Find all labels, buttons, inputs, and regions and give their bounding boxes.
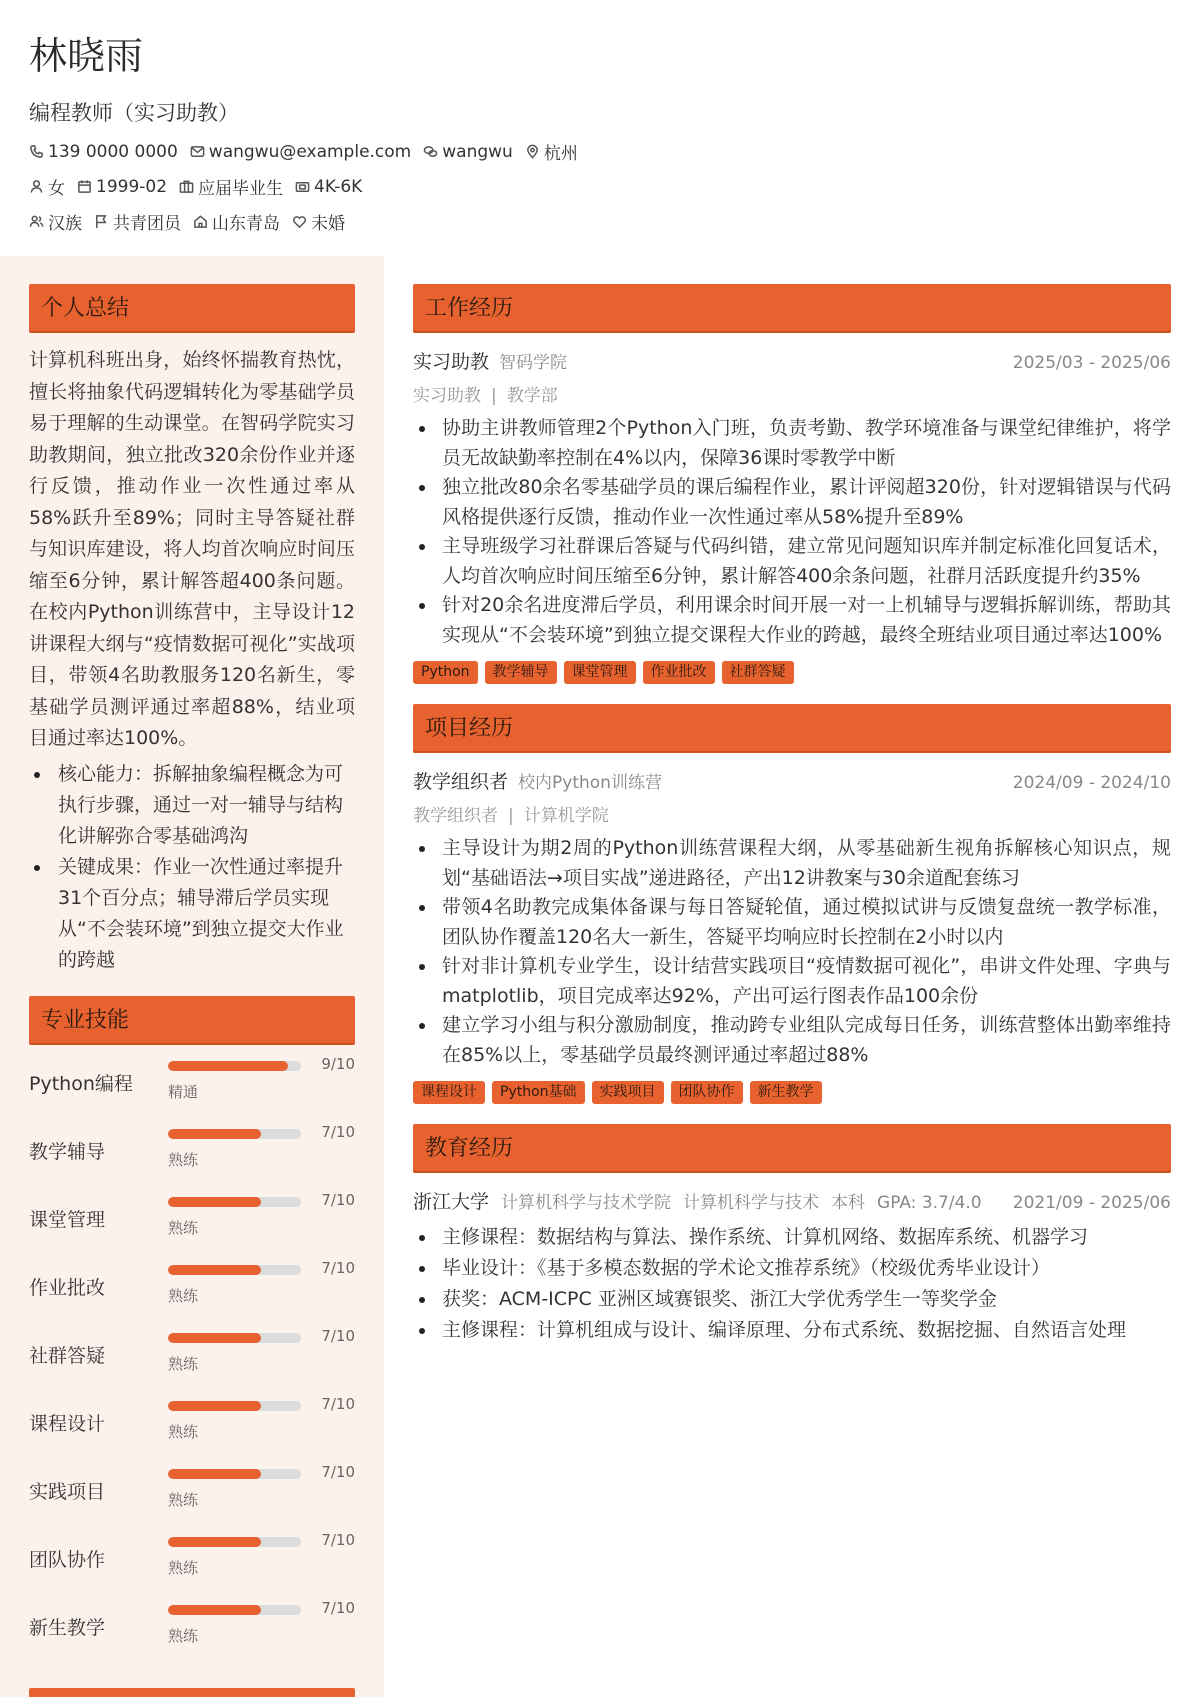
skill-level: 熟练 bbox=[168, 1218, 199, 1237]
project-org: 校内Python训练营 bbox=[518, 773, 662, 793]
skill-level: 熟练 bbox=[168, 1558, 199, 1577]
project-date: 2024/09 - 2024/10 bbox=[1012, 773, 1171, 793]
tag: 新生教学 bbox=[750, 1081, 822, 1104]
tag: 社群答疑 bbox=[722, 661, 794, 684]
skill-bar bbox=[168, 1469, 301, 1479]
skill-name: Python编程 bbox=[29, 1072, 133, 1095]
education-bullet: 主修课程：数据结构与算法、操作系统、计算机网络、数据库系统、机器学习 bbox=[413, 1222, 1171, 1253]
tag: 实践项目 bbox=[592, 1081, 664, 1104]
tag: Python基础 bbox=[492, 1081, 585, 1104]
education-date: 2021/09 - 2025/06 bbox=[1012, 1193, 1171, 1213]
work-entry-head bbox=[413, 347, 1171, 374]
calendar-icon bbox=[77, 179, 92, 194]
work-role: 实习助教 bbox=[413, 351, 490, 373]
skill-level: 熟练 bbox=[168, 1286, 199, 1305]
skill-bar-fill bbox=[168, 1197, 261, 1207]
skills-title: 专业技能 bbox=[29, 996, 355, 1045]
education-bullet: 毕业设计：《基于多模态数据的学术论文推荐系统》（校级优秀毕业设计） bbox=[413, 1253, 1171, 1284]
location-icon bbox=[525, 144, 540, 159]
hometown-text: 山东青岛 bbox=[212, 214, 280, 234]
main-content bbox=[413, 284, 1171, 1346]
gender-text: 女 bbox=[48, 179, 65, 199]
education-bullets bbox=[413, 1222, 1171, 1346]
work-title: 工作经历 bbox=[413, 284, 1171, 333]
separator: | bbox=[491, 386, 497, 406]
project-bullet: 主导设计为期2周的Python训练营课程大纲，从零基础新生视角拆解核心知识点，规划“基础语法→项目实战”递进路径，产出12讲教案与30余道配套练习 bbox=[413, 834, 1171, 893]
summary-points bbox=[29, 759, 355, 976]
work-sub-role: 实习助教 bbox=[413, 386, 481, 406]
work-bullet: 独立批改80余名零基础学员的课后编程作业，累计评阅超320份，针对逻辑错误与代码风格提供逐行反馈，推动作业一次性通过率从58%提升至89% bbox=[413, 473, 1171, 532]
tag: 课堂管理 bbox=[564, 661, 636, 684]
skill-row bbox=[29, 1045, 355, 1113]
flag-icon bbox=[94, 214, 109, 229]
phone-item[interactable] bbox=[29, 142, 178, 162]
separator: | bbox=[508, 806, 514, 826]
project-bullet: 针对非计算机专业学生，设计结营实践项目“疫情数据可视化”，串讲文件处理、字典与matplotlib，项目完成率达92%，产出可运行图表作品100余份 bbox=[413, 952, 1171, 1011]
project-bullets bbox=[413, 834, 1171, 1070]
work-bullet: 主导班级学习社群课后答疑与代码纠错，建立常见问题知识库并制定标准化回复话术，人均首次响应时间压缩至6分钟，累计解答400余条问题，社群月活跃度提升约35% bbox=[413, 532, 1171, 591]
salary-text: 4K-6K bbox=[314, 176, 363, 197]
email-item[interactable] bbox=[190, 142, 411, 162]
project-bullet: 带领4名助教完成集体备课与每日答疑轮值，通过模拟试讲与反馈复盘统一教学标准，团队协作覆盖120名大一新生，答疑平均响应时长控制在2小时以内 bbox=[413, 893, 1171, 952]
skill-score: 7/10 bbox=[321, 1394, 355, 1413]
skill-bar bbox=[168, 1605, 301, 1615]
skill-score: 7/10 bbox=[321, 1258, 355, 1277]
skill-row bbox=[29, 1249, 355, 1317]
salary-item bbox=[295, 177, 362, 197]
work-dept: 教学部 bbox=[506, 386, 558, 406]
skill-name: 团队协作 bbox=[29, 1548, 106, 1571]
status-text: 应届毕业生 bbox=[198, 179, 284, 199]
home-icon bbox=[193, 214, 208, 229]
project-role: 教学组织者 bbox=[413, 771, 509, 793]
skill-score: 9/10 bbox=[321, 1054, 355, 1073]
birth-text: 1999-02 bbox=[96, 176, 168, 197]
status-item bbox=[179, 174, 283, 199]
skill-score: 7/10 bbox=[321, 1190, 355, 1209]
summary-point: 关键成果：作业一次性通过率提升31个百分点；辅导滞后学员实现从“不会装环境”到独立提交大作业的跨越 bbox=[29, 852, 355, 976]
work-org: 智码学院 bbox=[499, 353, 568, 373]
wallet-icon bbox=[295, 179, 310, 194]
work-sub bbox=[413, 381, 1171, 406]
location-text: 杭州 bbox=[543, 144, 578, 164]
gender-item bbox=[29, 174, 65, 199]
resume-header bbox=[29, 30, 1169, 235]
skill-level: 熟练 bbox=[168, 1626, 199, 1645]
skill-level: 精通 bbox=[168, 1082, 199, 1101]
personal-row bbox=[29, 173, 1169, 200]
skill-bar bbox=[168, 1129, 301, 1139]
email-text: wangwu@example.com bbox=[208, 141, 412, 162]
mail-icon bbox=[190, 144, 205, 159]
wechat-text: wangwu bbox=[442, 141, 513, 162]
person-icon bbox=[29, 179, 44, 194]
work-date: 2025/03 - 2025/06 bbox=[1012, 353, 1171, 373]
education-title: 教育经历 bbox=[413, 1124, 1171, 1173]
education-bullet: 获奖：ACM-ICPC 亚洲区域赛银奖、浙江大学优秀学生一等奖学金 bbox=[413, 1284, 1171, 1315]
group-icon bbox=[29, 214, 44, 229]
ethnicity-item bbox=[29, 209, 82, 234]
politics-text: 共青团员 bbox=[113, 214, 181, 234]
wechat-icon bbox=[423, 144, 438, 159]
tag: 作业批改 bbox=[643, 661, 715, 684]
job-title: 编程教师（实习助教） bbox=[29, 101, 239, 125]
work-bullets bbox=[413, 414, 1171, 650]
project-bullet: 建立学习小组与积分激励制度，推动跨专业组队完成每日任务，训练营整体出勤率维持在85%以上，零基础学员最终测评通过率超过88% bbox=[413, 1011, 1171, 1070]
next-section-strip bbox=[29, 1688, 355, 1697]
politics-item bbox=[94, 209, 181, 234]
skill-level: 熟练 bbox=[168, 1490, 199, 1509]
skill-row bbox=[29, 1453, 355, 1521]
education-bullet: 主修课程：计算机组成与设计、编译原理、分布式系统、数据挖掘、自然语言处理 bbox=[413, 1315, 1171, 1346]
major-name: 计算机科学与技术 bbox=[683, 1193, 820, 1213]
marital-item bbox=[292, 209, 345, 234]
skill-score: 7/10 bbox=[321, 1598, 355, 1617]
project-dept: 计算机学院 bbox=[523, 806, 609, 826]
skill-name: 教学辅导 bbox=[29, 1140, 106, 1163]
contact-row bbox=[29, 138, 1169, 165]
skill-bar-fill bbox=[168, 1537, 261, 1547]
skill-score: 7/10 bbox=[321, 1462, 355, 1481]
briefcase-icon bbox=[179, 179, 194, 194]
background-row bbox=[29, 208, 1169, 235]
skill-name: 社群答疑 bbox=[29, 1344, 106, 1367]
location-item bbox=[525, 139, 578, 164]
skill-level: 熟练 bbox=[168, 1422, 199, 1441]
project-sub-role: 教学组织者 bbox=[413, 806, 498, 826]
education-entry-head bbox=[413, 1187, 1171, 1214]
school-name: 浙江大学 bbox=[413, 1191, 490, 1213]
ethnicity-text: 汉族 bbox=[48, 214, 82, 234]
skill-row bbox=[29, 1589, 355, 1657]
skill-bar-fill bbox=[168, 1469, 261, 1479]
skill-score: 7/10 bbox=[321, 1530, 355, 1549]
skill-score: 7/10 bbox=[321, 1122, 355, 1141]
tag: 教学辅导 bbox=[485, 661, 557, 684]
skill-bar-fill bbox=[168, 1333, 261, 1343]
skill-row bbox=[29, 1181, 355, 1249]
skill-bar bbox=[168, 1401, 301, 1411]
gpa: GPA: 3.7/4.0 bbox=[877, 1193, 982, 1213]
skill-level: 熟练 bbox=[168, 1150, 199, 1169]
skill-bar-fill bbox=[168, 1401, 261, 1411]
skill-name: 作业批改 bbox=[29, 1276, 106, 1299]
skill-bar bbox=[168, 1197, 301, 1207]
phone-icon bbox=[29, 144, 44, 159]
marital-text: 未婚 bbox=[311, 214, 345, 234]
skills-list bbox=[29, 1045, 355, 1657]
skill-row bbox=[29, 1317, 355, 1385]
birth-item bbox=[77, 177, 167, 197]
skill-level: 熟练 bbox=[168, 1354, 199, 1373]
skill-bar bbox=[168, 1061, 301, 1071]
tag: 课程设计 bbox=[413, 1081, 485, 1104]
sidebar bbox=[29, 284, 355, 1657]
skill-bar-fill bbox=[168, 1061, 288, 1071]
candidate-name: 林晓雨 bbox=[29, 34, 144, 78]
skill-row bbox=[29, 1385, 355, 1453]
skill-score: 7/10 bbox=[321, 1326, 355, 1345]
skill-name: 课程设计 bbox=[29, 1412, 106, 1435]
wechat-item[interactable] bbox=[423, 142, 513, 162]
phone-text: 139 0000 0000 bbox=[48, 141, 178, 162]
skill-bar-fill bbox=[168, 1265, 261, 1275]
skill-bar-fill bbox=[168, 1129, 261, 1139]
skill-bar bbox=[168, 1537, 301, 1547]
skill-name: 新生教学 bbox=[29, 1616, 106, 1639]
skill-row bbox=[29, 1521, 355, 1589]
work-bullet: 协助主讲教师管理2个Python入门班，负责考勤、教学环境准备与课堂纪律维护，将学员无故缺勤率控制在4%以内，保障36课时零教学中断 bbox=[413, 414, 1171, 473]
summary-title: 个人总结 bbox=[29, 284, 355, 333]
tag: 团队协作 bbox=[671, 1081, 743, 1104]
college-name: 计算机科学与技术学院 bbox=[501, 1193, 672, 1213]
project-sub bbox=[413, 801, 1171, 826]
project-title: 项目经历 bbox=[413, 704, 1171, 753]
summary-text: 计算机科班出身，始终怀揣教育热忱，擅长将抽象代码逻辑转化为零基础学员易于理解的生动课堂。在智码学院实习助教期间，独立批改320余份作业并逐行反馈，推动作业一次性通过率从58%跃升至89%；同时主导答疑社群与知识库建设，将人均首次响应时间压缩至6分钟，累计解答超400条问题。在校内Python训练营中，主导设计12讲课程大纲与“疫情数据可视化”实战项目，带领4名助教服务120名新生，零基础学员测评通过率超88%，结业项目通过率达100%。 bbox=[29, 349, 355, 749]
skill-bar bbox=[168, 1333, 301, 1343]
skill-bar-fill bbox=[168, 1605, 261, 1615]
heart-icon bbox=[292, 214, 307, 229]
work-tags bbox=[413, 661, 1171, 684]
hometown-item bbox=[193, 209, 280, 234]
summary-point: 核心能力：拆解抽象编程概念为可执行步骤，通过一对一辅导与结构化讲解弥合零基础鸿沟 bbox=[29, 759, 355, 852]
degree: 本科 bbox=[831, 1193, 866, 1213]
project-tags bbox=[413, 1081, 1171, 1104]
project-entry-head bbox=[413, 767, 1171, 794]
skill-name: 实践项目 bbox=[29, 1480, 106, 1503]
work-bullet: 针对20余名进度滞后学员，利用课余时间开展一对一上机辅导与逻辑拆解训练，帮助其实现从“不会装环境”到独立提交课程大作业的跨越，最终全班结业项目通过率达100% bbox=[413, 591, 1171, 650]
skill-name: 课堂管理 bbox=[29, 1208, 106, 1231]
skill-bar bbox=[168, 1265, 301, 1275]
tag: Python bbox=[413, 661, 478, 684]
skill-row bbox=[29, 1113, 355, 1181]
